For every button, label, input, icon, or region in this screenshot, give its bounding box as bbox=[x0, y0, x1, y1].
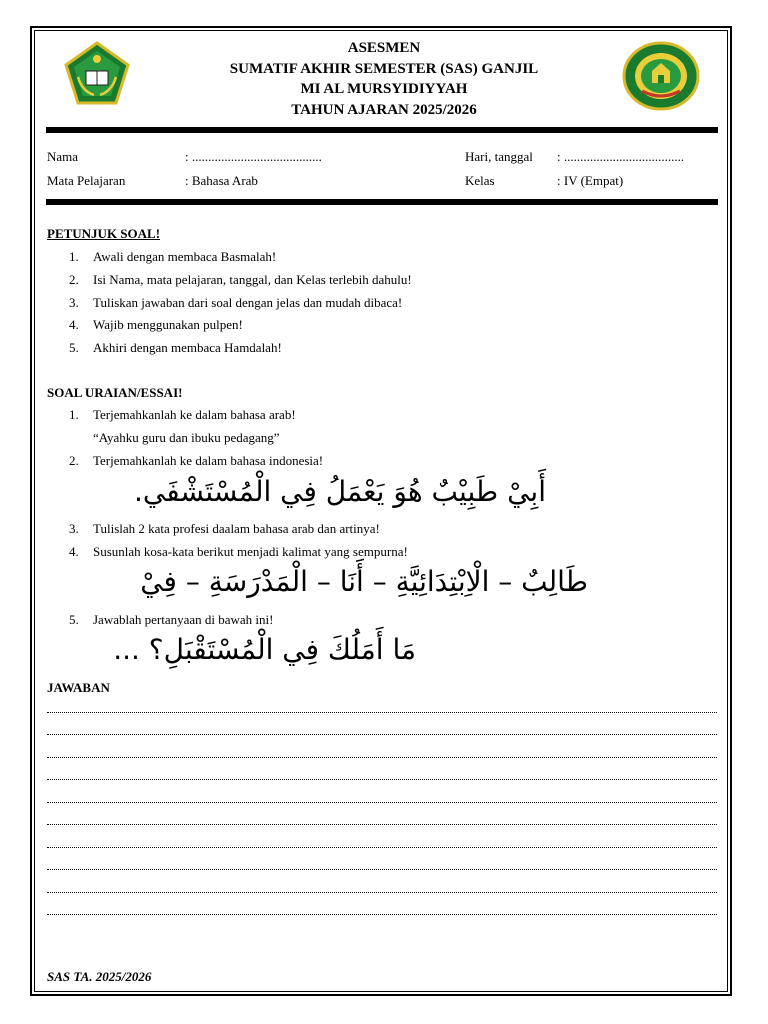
question-1-quote: “Ayahku guru dan ibuku pedagang” bbox=[93, 430, 280, 445]
petunjuk-item: Wajib menggunakan pulpen! bbox=[93, 317, 243, 332]
hari-tanggal-label: Hari, tanggal bbox=[465, 149, 533, 164]
question-5: Jawablah pertanyaan di bawah ini! bbox=[93, 612, 274, 627]
header-title: ASESMEN bbox=[347, 40, 421, 56]
question-3: Tulislah 2 kata profesi daalam bahasa arab dan artinya! bbox=[93, 521, 380, 536]
jawaban-title: JAWABAN bbox=[47, 680, 110, 695]
header-school-name: MI AL MURSYIDIYYAH bbox=[300, 81, 468, 97]
question-5-arabic: مَا أَمَلُكَ فِي الْمُسْتَقْبَلِ؟ ... bbox=[113, 633, 416, 666]
petunjuk-item: Awali dengan membaca Basmalah! bbox=[93, 249, 277, 264]
kelas-value: : IV (Empat) bbox=[557, 173, 624, 188]
footer-text: SAS TA. 2025/2026 bbox=[47, 969, 152, 984]
nama-field[interactable]: : ........................................ bbox=[185, 149, 322, 164]
petunjuk-item: Tuliskan jawaban dari soal dengan jelas dan mudah dibaca! bbox=[93, 295, 403, 310]
answer-line[interactable] bbox=[47, 800, 717, 803]
nama-label: Nama bbox=[47, 149, 79, 164]
question-2: Terjemahkanlah ke dalam bahasa indonesia! bbox=[93, 453, 324, 468]
header-exam-name: SUMATIF AKHIR SEMESTER (SAS) GANJIL bbox=[229, 60, 539, 77]
mata-pelajaran-label: Mata Pelajaran bbox=[47, 173, 126, 188]
answer-line[interactable] bbox=[47, 732, 717, 735]
petunjuk-item: Isi Nama, mata pelajaran, tanggal, dan Kelas terlebih dahulu! bbox=[93, 272, 412, 287]
petunjuk-title: PETUNJUK SOAL! bbox=[47, 226, 161, 241]
answer-line[interactable] bbox=[47, 755, 717, 758]
answer-line[interactable] bbox=[47, 912, 717, 915]
question-4-arabic: طَالِبٌ – الْاِبْتِدَائِيَّةِ – أَنَا – الْمَدْرَسَةِ – فِيْ bbox=[140, 565, 588, 598]
petunjuk-item: Akhiri dengan membaca Hamdalah! bbox=[93, 340, 282, 355]
kelas-label: Kelas bbox=[465, 173, 495, 188]
answer-line[interactable] bbox=[47, 890, 717, 893]
soal-title: SOAL URAIAN/ESSAI! bbox=[47, 385, 183, 400]
answer-line[interactable] bbox=[47, 822, 717, 825]
answer-line[interactable] bbox=[47, 845, 717, 848]
answer-line[interactable] bbox=[47, 777, 717, 780]
answer-line[interactable] bbox=[47, 710, 717, 713]
question-4: Susunlah kosa-kata berikut menjadi kalimat yang sempurna! bbox=[93, 544, 408, 559]
header-academic-year: TAHUN AJARAN 2025/2026 bbox=[291, 101, 477, 118]
hari-tanggal-field[interactable]: : ..................................... bbox=[557, 149, 685, 164]
header-rule-top bbox=[46, 127, 718, 133]
document-header bbox=[0, 38, 768, 120]
header-rule-bottom bbox=[46, 199, 718, 205]
mata-pelajaran-value: : Bahasa Arab bbox=[185, 173, 258, 188]
answer-line[interactable] bbox=[47, 867, 717, 870]
question-1: Terjemahkanlah ke dalam bahasa arab! bbox=[93, 407, 296, 422]
question-2-arabic: أَبِيْ طَبِيْبٌ هُوَ يَعْمَلُ فِي الْمُسْتَشْفَي. bbox=[133, 475, 546, 508]
